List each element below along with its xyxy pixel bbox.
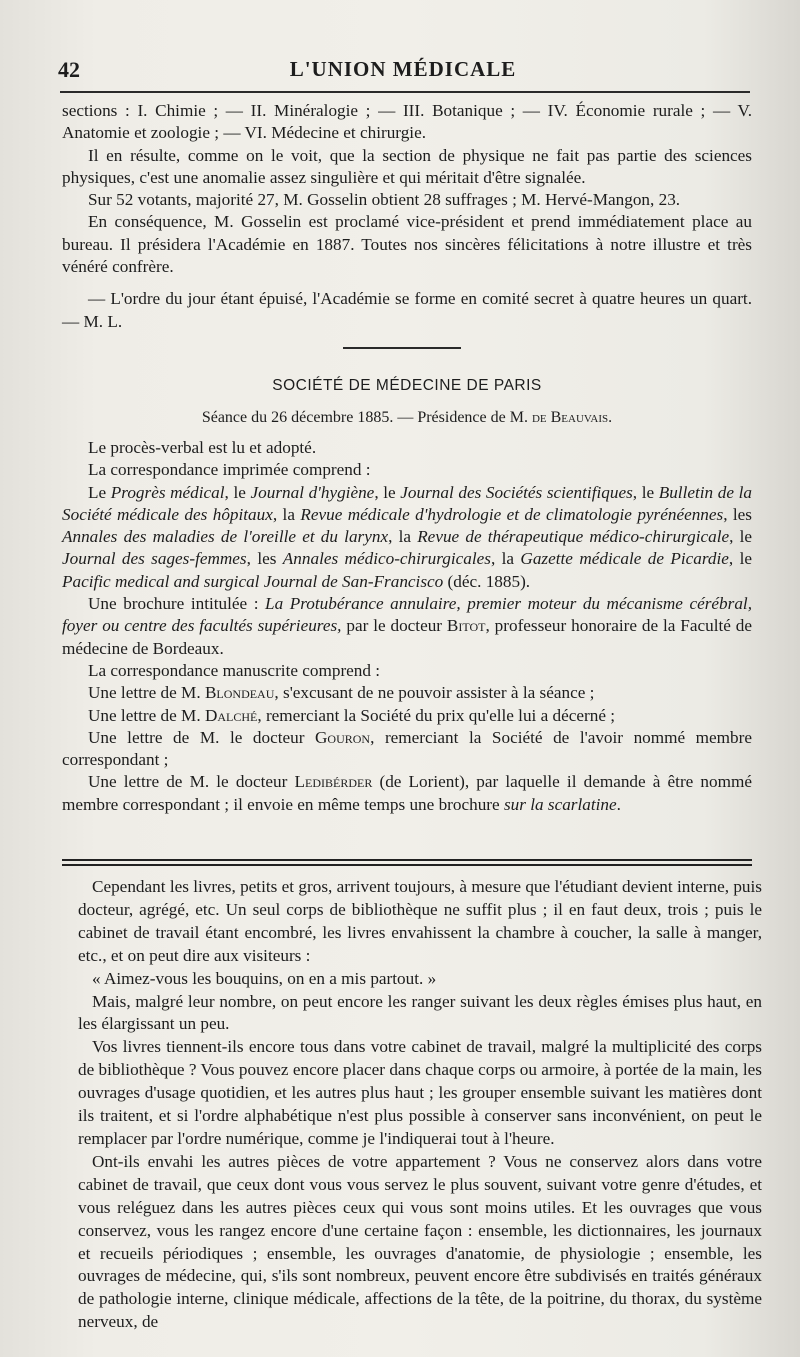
journal-title: L'UNION MÉDICALE — [289, 57, 517, 81]
session-line — [62, 409, 752, 427]
letter-item: Une lettre de M. le docteur Ledibérder (de Lorient), par laquelle il demande à être nommé membre correspondant ; il envoie en même temps une brochure sur la scarlatine. — [62, 772, 752, 814]
paragraph: Vos livres tiennent-ils encore tous dans votre cabinet de travail, malgré la multiplicité des corps de bibliothèque ? Vous pouvez encore placer dans chaque corps ou armoire, à portée de la main, les ouvrages d'usage quotidien, et les autres plus haut ; les grouper ensemble suivant les matières dont ils traitent, et si l'ordre alphabétique n'est plus possible à conserver sans inconvénient, on peut le remplacer par l'ordre numérique, comme je l'indiquerai tout à l'heure. — [78, 1037, 762, 1148]
section-divider — [343, 347, 461, 349]
letter-item: Une lettre de M. Dalché, remerciant la Société du prix qu'elle lui a décerné ; — [88, 705, 616, 725]
paragraph: La correspondance imprimée comprend : — [88, 460, 371, 480]
paragraph: Cependant les livres, petits et gros, arrivent toujours, à mesure que l'étudiant devient interne, puis docteur, agrégé, etc. Un seul corps de bibliothèque ne suffit plus ; il en faut deux, trois ; puis le cabinet de travail étant encombré, les livres envahissent la chambre à coucher, la salle à manger, etc., et on peut dire aux visiteurs : — [78, 877, 762, 965]
paragraph: — L'ordre du jour étant épuisé, l'Académie se forme en comité secret à quatre heures un quart. — M. L. — [62, 289, 752, 331]
feuilleton-divider — [62, 859, 752, 866]
paragraph: sections : I. Chimie ; — II. Minéralogie ; — III. Botanique ; — IV. Économie rurale ; — V. Anatomie et zoologie ; — VI. Médecine et chirurgie. — [62, 101, 752, 143]
society-minutes — [62, 437, 752, 816]
journal-list: Le Progrès médical, le Journal d'hygiène, le Journal des Sociétés scientifiques, le Bulletin de la Société médicale des hôpitaux, la Revue médicale d'hydrologie et de climatologie pyrénéennes, les Annales des maladies de l'oreille et du larynx, la Revue de thérapeutique médico-chirurgicale, le Journal des sages-femmes, les Annales médico-chirurgicales, la Gazette médicale de Picardie, le Pacific medical and surgical Journal de San-Francisco (déc. 1885). — [62, 482, 753, 591]
paragraph: Il en résulte, comme on le voit, que la section de physique ne fait pas partie des sciences physiques, c'est une anomalie assez singulière et qui méritait d'être signalée. — [62, 145, 752, 187]
quotation: « Aimez-vous les bouquins, on en a mis partout. » — [92, 968, 437, 988]
header-rule — [60, 91, 750, 93]
paragraph: Le procès-verbal est lu et adopté. — [88, 438, 317, 457]
letter-item: Une lettre de M. le docteur Gouron, remerciant la Société de l'avoir nommé membre correspondant ; — [62, 727, 752, 770]
session-date: Séance du 26 décembre 1885. — Présidence de M. — [201, 409, 528, 426]
running-header — [58, 55, 748, 87]
paragraph: Mais, malgré leur nombre, on peut encore les ranger suivant les deux règles émises plus haut, en les élargissant un peu. — [78, 991, 762, 1034]
page-number: 42 — [58, 57, 80, 82]
president-name: de Beauvais. — [531, 409, 613, 426]
paragraph: Une brochure intitulée : La Protubérance annulaire, premier moteur du mécanisme cérébral, foyer ou centre des facultés supérieures, par le docteur Bitot, professeur honoraire de la Faculté de médecine de Bordeaux. — [62, 594, 753, 658]
paragraph: Sur 52 votants, majorité 27, M. Gosselin obtient 28 suffrages ; M. Hervé-Mangon, 23. — [88, 190, 681, 210]
society-title: SOCIÉTÉ DE MÉDECINE DE PARIS — [272, 377, 542, 394]
paragraph: Ont-ils envahi les autres pièces de votre appartement ? Vous ne conservez alors dans votre cabinet de travail, que ceux dont vous vous servez le plus souvent, suivant votre genre d'études, et vous reléguez dans les autres pièces ceux qui vous sont moins utiles. Et les ouvrages que vous conservez, vous les rangez encore d'une certaine façon : ensemble, les dictionnaires, les journaux et recueils périodiques ; ensemble, les ouvrages d'anatomie, de physiologie ; ensemble, les ouvrages de médecine, qui, s'ils sont nombreux, peuvent encore être subdivisés en traités généraux de pathologie interne, clinique médicale, affections de la tête, de la poitrine, du thorax, du système nerveux, de — [78, 1151, 762, 1332]
feuilleton-text — [78, 876, 762, 1334]
letter-item: Une lettre de M. Blondeau, s'excusant de ne pouvoir assister à la séance ; — [88, 683, 595, 703]
paragraph: La correspondance manuscrite comprend : — [88, 660, 381, 680]
academy-report-end — [62, 100, 752, 333]
paragraph: En conséquence, M. Gosselin est proclamé vice-président et prend immédiatement place au bureau. Il présidera l'Académie en 1887. Toutes nos sincères félicitations à notre illustre et très vénéré confrère. — [62, 212, 752, 277]
